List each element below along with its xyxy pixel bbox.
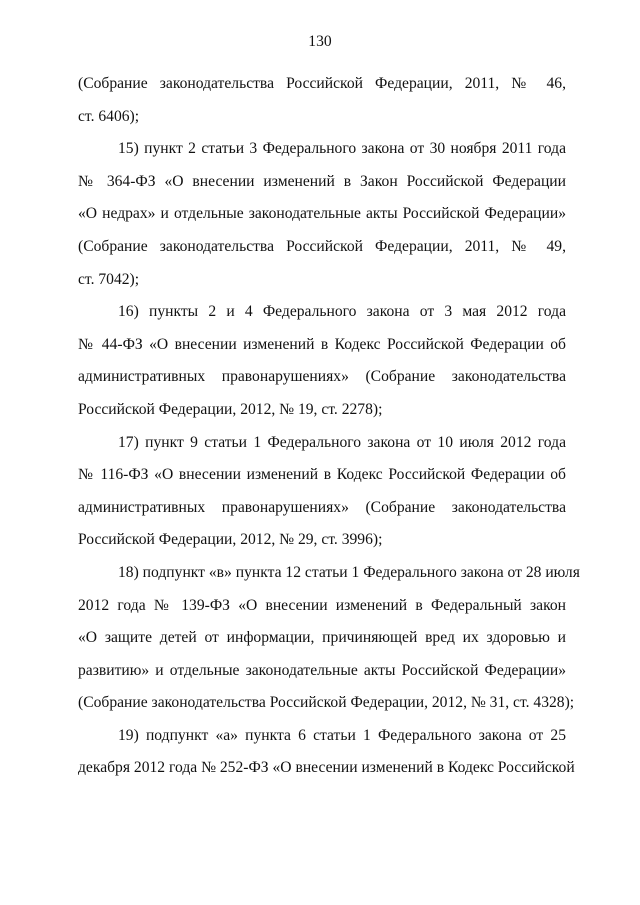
text-line: ст. 7042); bbox=[78, 270, 140, 288]
text-line: 17) пункт 9 статьи 1 Федерального закона от 10 июля 2012 года bbox=[118, 433, 566, 451]
text-line: 16) пункты 2 и 4 Федерального закона от 3 мая 2012 года bbox=[118, 303, 566, 321]
text-line: № 116-ФЗ «О внесении изменений в Кодекс Российской Федерации об bbox=[78, 466, 566, 484]
text-line: декабря 2012 года № 252-ФЗ «О внесении изменений в Кодекс Российской bbox=[78, 759, 575, 777]
document-body bbox=[78, 68, 580, 785]
paragraph bbox=[78, 296, 566, 426]
paragraph bbox=[78, 68, 566, 133]
page-number: 130 bbox=[308, 33, 332, 50]
text-line: 18) подпункт «в» пункта 12 статьи 1 Федерального закона от 28 июля bbox=[118, 563, 580, 581]
text-line: 2012 года № 139-ФЗ «О внесении изменений в Федеральный закон bbox=[78, 596, 566, 614]
text-line: № 364-ФЗ «О внесении изменений в Закон Российской Федерации bbox=[78, 172, 566, 190]
text-line: Российской Федерации, 2012, № 19, ст. 2278); bbox=[78, 400, 383, 418]
text-line: «О защите детей от информации, причиняющей вред их здоровью и bbox=[78, 629, 566, 647]
text-line: 15) пункт 2 статьи 3 Федерального закона от 30 ноября 2011 года bbox=[118, 140, 566, 158]
paragraph bbox=[78, 427, 566, 557]
text-line: административных правонарушениях» (Собрание законодательства bbox=[78, 368, 566, 386]
text-line: Российской Федерации, 2012, № 29, ст. 3996); bbox=[78, 531, 383, 549]
text-line: административных правонарушениях» (Собрание законодательства bbox=[78, 498, 566, 516]
text-line: (Собрание законодательства Российской Федерации, 2011, № 49, bbox=[78, 237, 566, 255]
text-line: (Собрание законодательства Российской Федерации, 2012, № 31, ст. 4328); bbox=[78, 694, 575, 712]
paragraph bbox=[78, 557, 580, 720]
text-line: (Собрание законодательства Российской Федерации, 2011, № 46, bbox=[78, 75, 566, 92]
paragraph bbox=[78, 133, 566, 296]
text-line: «О недрах» и отдельные законодательные акты Российской Федерации» bbox=[78, 205, 566, 223]
text-line: развитию» и отдельные законодательные акты Российской Федерации» bbox=[78, 661, 566, 679]
text-line: ст. 6406); bbox=[78, 107, 140, 125]
paragraph bbox=[78, 720, 575, 785]
text-line: 19) подпункт «а» пункта 6 статьи 1 Федерального закона от 25 bbox=[118, 726, 566, 744]
text-line: № 44-ФЗ «О внесении изменений в Кодекс Российской Федерации об bbox=[78, 335, 566, 353]
